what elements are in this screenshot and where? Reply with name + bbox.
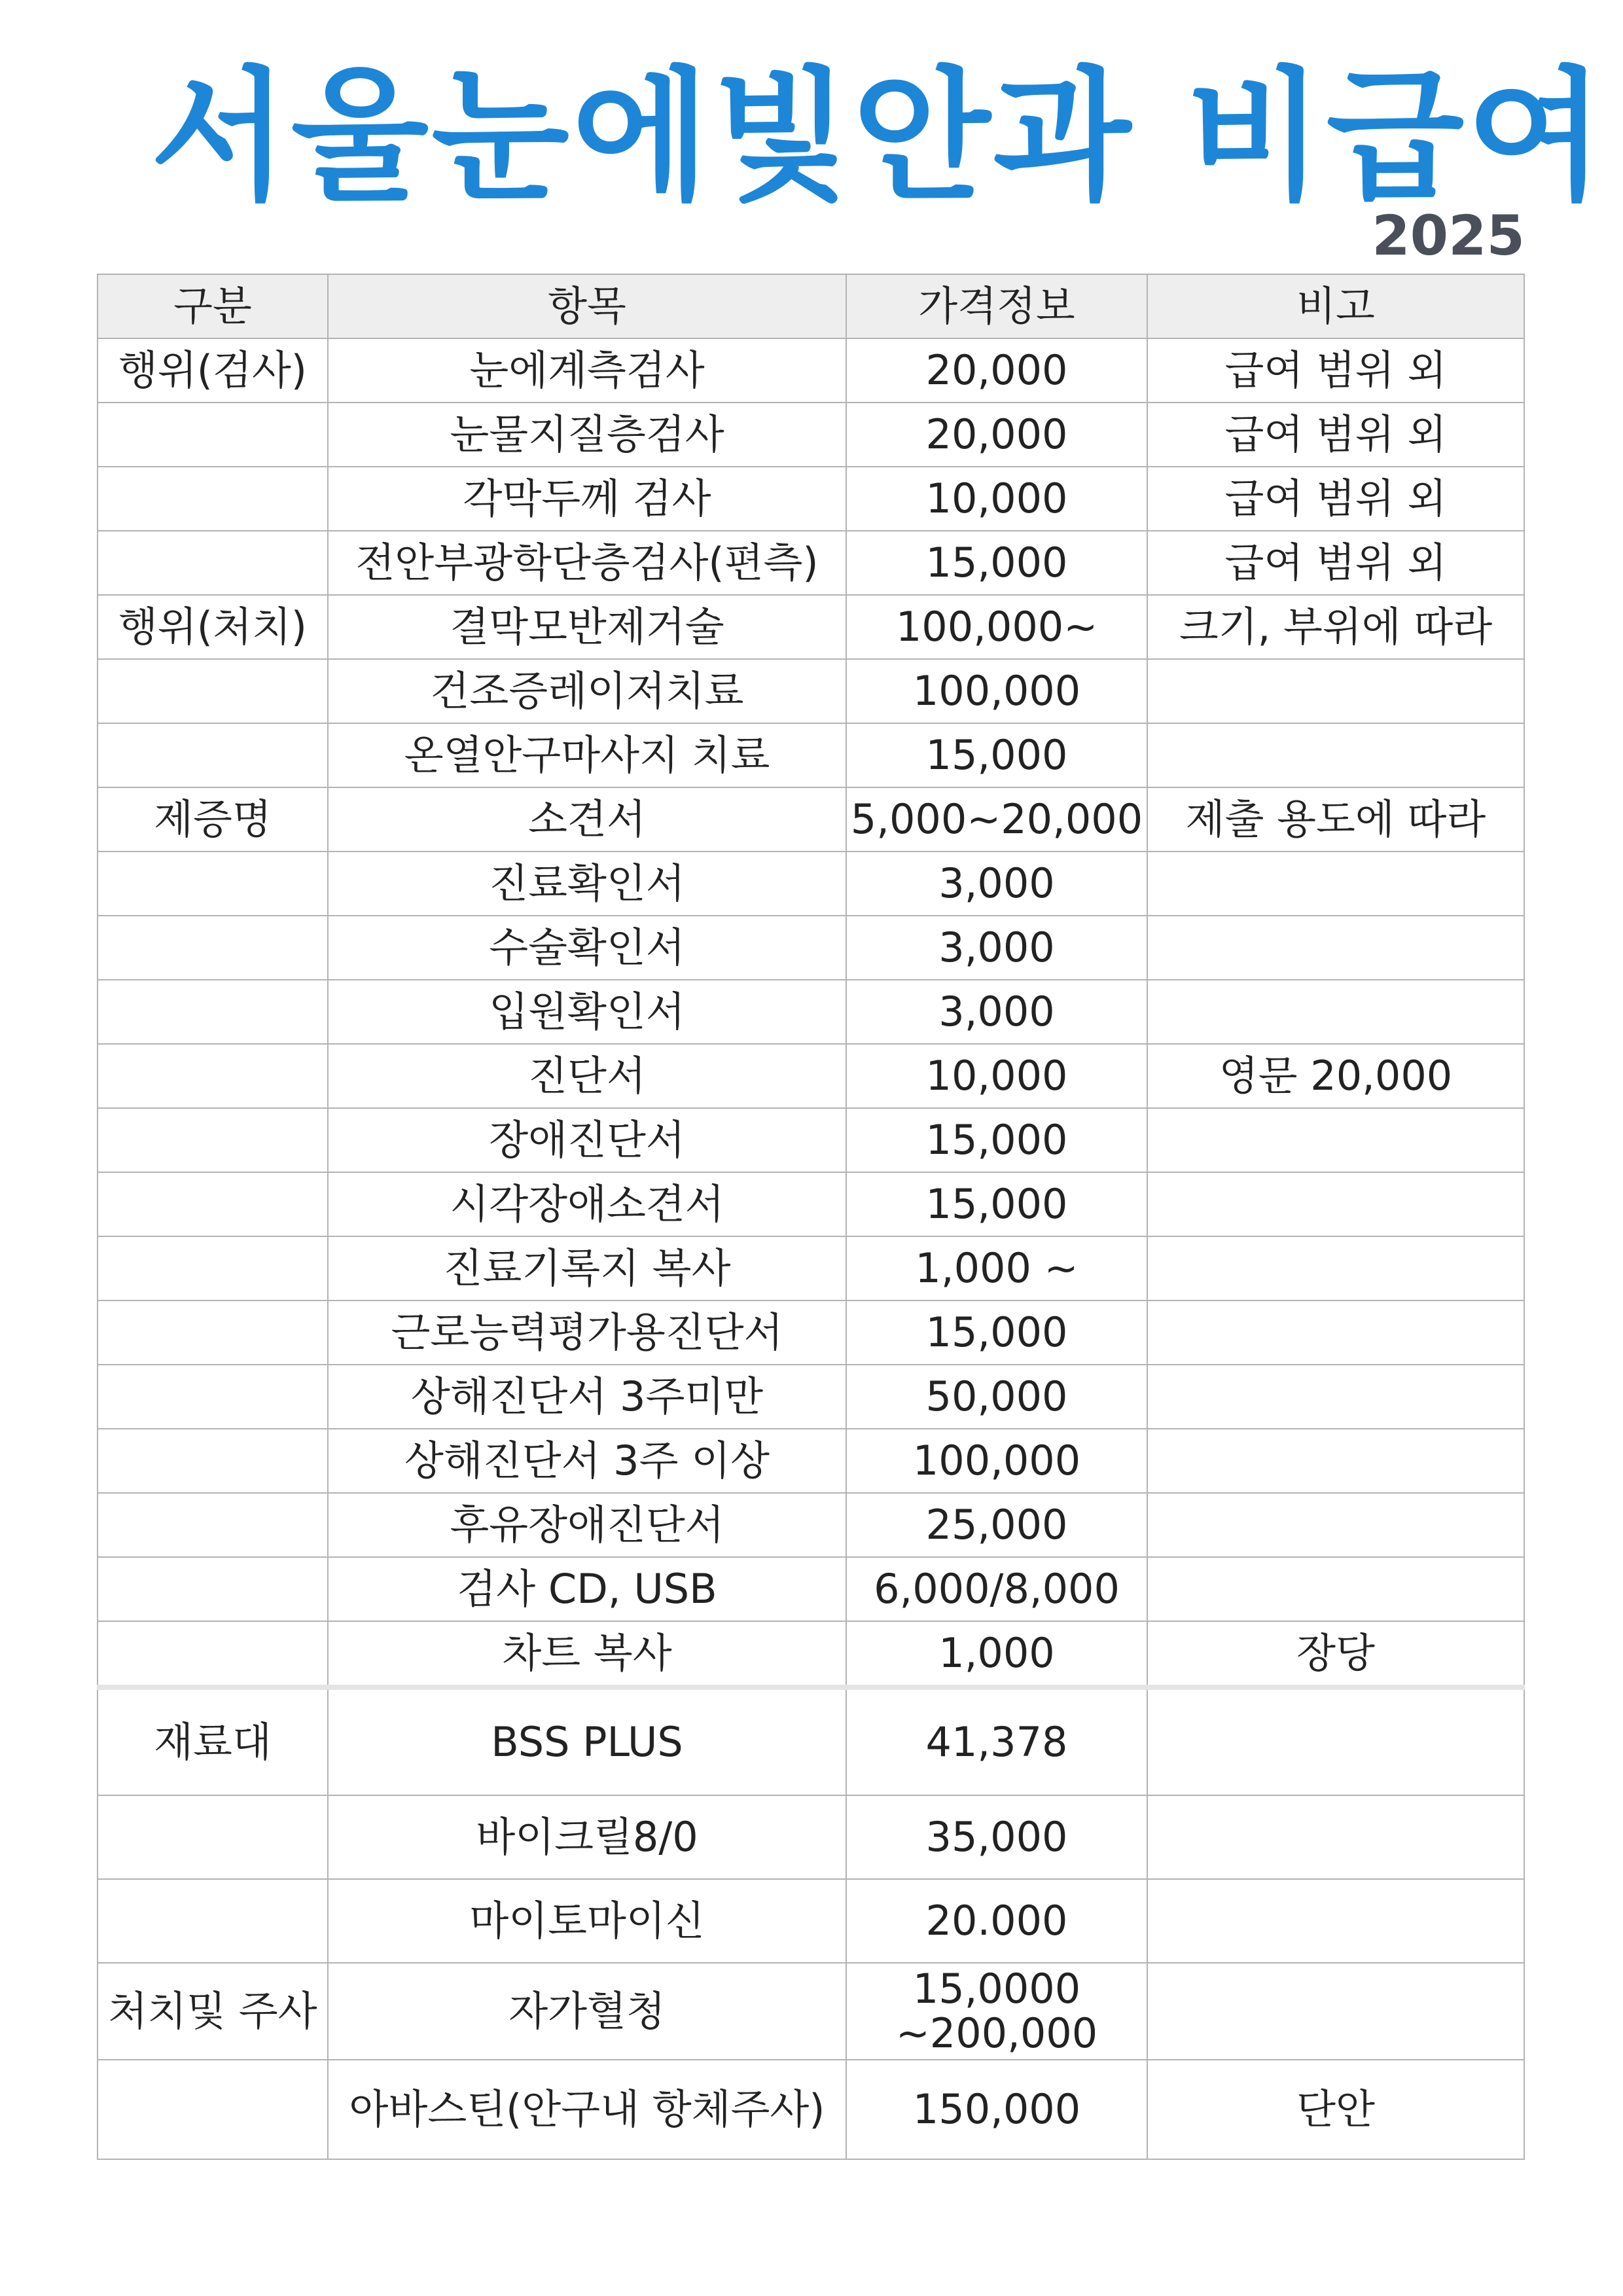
table-row: [98, 2060, 1524, 2159]
cell-price: 20,000: [846, 338, 1147, 403]
cell-item: 소견서: [328, 787, 846, 852]
cell-note: [1147, 659, 1524, 723]
cell-note: [1147, 1493, 1524, 1557]
cell-item: BSS PLUS: [328, 1687, 846, 1795]
cell-item: 바이크릴8/0: [328, 1795, 846, 1879]
cell-price: 20,000: [846, 403, 1147, 467]
cell-note: 급여 범위 외: [1147, 403, 1524, 467]
header-item: 항목: [328, 274, 846, 338]
table-row: [98, 659, 1524, 723]
cell-item: 자가혈청: [328, 1963, 846, 2060]
cell-category: [98, 723, 328, 787]
cell-note: [1147, 1429, 1524, 1493]
cell-category: [98, 531, 328, 595]
table-body-treatment: [98, 1963, 1524, 2159]
table-row: [98, 595, 1524, 659]
cell-price: 3,000: [846, 916, 1147, 980]
cell-note: [1147, 723, 1524, 787]
cell-note: 단안: [1147, 2060, 1524, 2159]
cell-item: 온열안구마사지 치료: [328, 723, 846, 787]
table-row: [98, 1172, 1524, 1236]
table-row: [98, 1236, 1524, 1300]
cell-note: [1147, 1687, 1524, 1795]
cell-note: 장당: [1147, 1621, 1524, 1687]
cell-price: 1,000 ~: [846, 1236, 1147, 1300]
cell-item: 수술확인서: [328, 916, 846, 980]
cell-price: 3,000: [846, 852, 1147, 916]
cell-note: 크기, 부위에 따라: [1147, 595, 1524, 659]
table-row: [98, 403, 1524, 467]
cell-price: 100,000: [846, 659, 1147, 723]
table-row: [98, 467, 1524, 531]
cell-price: 15,000: [846, 1108, 1147, 1172]
table-row: [98, 787, 1524, 852]
cell-note: [1147, 1795, 1524, 1879]
cell-price: 50,000: [846, 1365, 1147, 1429]
cell-item: 눈물지질층검사: [328, 403, 846, 467]
header-category: 구분: [98, 274, 328, 338]
cell-category: [98, 2060, 328, 2159]
price-line-2: ~200,000: [895, 2009, 1098, 2057]
table-row: [98, 1429, 1524, 1493]
cell-item: 전안부광학단층검사(편측): [328, 531, 846, 595]
cell-item: 눈에계측검사: [328, 338, 846, 403]
cell-note: 영문 20,000: [1147, 1044, 1524, 1108]
cell-item: 결막모반제거술: [328, 595, 846, 659]
cell-category: [98, 467, 328, 531]
cell-price: 15,000: [846, 1300, 1147, 1365]
cell-price: 150,000: [846, 2060, 1147, 2159]
cell-price: 15,000: [846, 1172, 1147, 1236]
cell-note: [1147, 1300, 1524, 1365]
table-row: [98, 1108, 1524, 1172]
cell-item: 아바스틴(안구내 항체주사): [328, 2060, 846, 2159]
cell-note: [1147, 1365, 1524, 1429]
cell-price: 3,000: [846, 980, 1147, 1044]
cell-note: [1147, 1879, 1524, 1963]
table-row: [98, 1879, 1524, 1963]
cell-note: [1147, 980, 1524, 1044]
cell-category: [98, 1879, 328, 1963]
cell-item: 검사 CD, USB: [328, 1557, 846, 1621]
table-header-row: [98, 274, 1524, 338]
table-row: [98, 1621, 1524, 1687]
cell-category: [98, 1795, 328, 1879]
cell-price: [846, 1963, 1147, 2060]
cell-item: 차트 복사: [328, 1621, 846, 1687]
cell-category: [98, 1429, 328, 1493]
cell-price: 10,000: [846, 467, 1147, 531]
cell-item: 후유장애진단서: [328, 1493, 846, 1557]
cell-item: 근로능력평가용진단서: [328, 1300, 846, 1365]
cell-item: 장애진단서: [328, 1108, 846, 1172]
cell-price: 100,000~: [846, 595, 1147, 659]
cell-category: [98, 1557, 328, 1621]
cell-price: 5,000~20,000: [846, 787, 1147, 852]
cell-price: 15,000: [846, 723, 1147, 787]
cell-price: 41,378: [846, 1687, 1147, 1795]
cell-category: [98, 1621, 328, 1687]
cell-note: [1147, 1172, 1524, 1236]
cell-item: 진단서: [328, 1044, 846, 1108]
table-row: [98, 1493, 1524, 1557]
table-row: [98, 338, 1524, 403]
table-row: [98, 1795, 1524, 1879]
cell-category: [98, 980, 328, 1044]
table-row: [98, 1300, 1524, 1365]
cell-category: [98, 1493, 328, 1557]
cell-price: 6,000/8,000: [846, 1557, 1147, 1621]
cell-item: 입원확인서: [328, 980, 846, 1044]
cell-category: [98, 1300, 328, 1365]
table-row: [98, 1044, 1524, 1108]
table-row: [98, 723, 1524, 787]
cell-item: 시각장애소견서: [328, 1172, 846, 1236]
table-row: [98, 916, 1524, 980]
cell-category: [98, 852, 328, 916]
cell-category: 제증명: [98, 787, 328, 852]
year-label: 2025: [1372, 204, 1525, 268]
cell-note: [1147, 852, 1524, 916]
cell-price: 35,000: [846, 1795, 1147, 1879]
table-row: [98, 980, 1524, 1044]
cell-price: 25,000: [846, 1493, 1147, 1557]
cell-note: [1147, 1108, 1524, 1172]
cell-item: 상해진단서 3주미만: [328, 1365, 846, 1429]
cell-item: 진료확인서: [328, 852, 846, 916]
cell-price: 15,000: [846, 531, 1147, 595]
cell-item: 각막두께 검사: [328, 467, 846, 531]
table-row: [98, 1557, 1524, 1621]
cell-price: 10,000: [846, 1044, 1147, 1108]
cell-item: 상해진단서 3주 이상: [328, 1429, 846, 1493]
cell-category: [98, 1108, 328, 1172]
cell-category: [98, 1236, 328, 1300]
cell-note: [1147, 916, 1524, 980]
cell-item: 건조증레이저치료: [328, 659, 846, 723]
table-row: [98, 852, 1524, 916]
table-row: [98, 1365, 1524, 1429]
table-row: [98, 531, 1524, 595]
table-body-main: [98, 338, 1524, 1687]
cell-note: 제출 용도에 따라: [1147, 787, 1524, 852]
header-note: 비고: [1147, 274, 1524, 338]
cell-category: [98, 403, 328, 467]
cell-category: 행위(검사): [98, 338, 328, 403]
cell-note: [1147, 1963, 1524, 2060]
cell-note: [1147, 1236, 1524, 1300]
cell-note: 급여 범위 외: [1147, 531, 1524, 595]
cell-note: 급여 범위 외: [1147, 467, 1524, 531]
cell-note: 급여 범위 외: [1147, 338, 1524, 403]
cell-category: [98, 1365, 328, 1429]
cell-category: [98, 1044, 328, 1108]
cell-category: 행위(처치): [98, 595, 328, 659]
cell-category: [98, 659, 328, 723]
table-row: [98, 1687, 1524, 1795]
price-line-1: 15,0000: [912, 1964, 1081, 2013]
cell-category: 재료대: [98, 1687, 328, 1795]
cell-price: 1,000: [846, 1621, 1147, 1687]
cell-note: [1147, 1557, 1524, 1621]
cell-category: 처치및 주사: [98, 1963, 328, 2060]
cell-price: 20.000: [846, 1879, 1147, 1963]
cell-category: [98, 916, 328, 980]
header-price: 가격정보: [846, 274, 1147, 338]
page-title: 서울눈에빛안과 비급여: [151, 54, 1607, 220]
cell-item: 진료기록지 복사: [328, 1236, 846, 1300]
cell-category: [98, 1172, 328, 1236]
table-body-materials: [98, 1687, 1524, 1963]
fee-table: [97, 274, 1525, 2160]
cell-price: 100,000: [846, 1429, 1147, 1493]
table-row: [98, 1963, 1524, 2060]
cell-item: 마이토마이신: [328, 1879, 846, 1963]
